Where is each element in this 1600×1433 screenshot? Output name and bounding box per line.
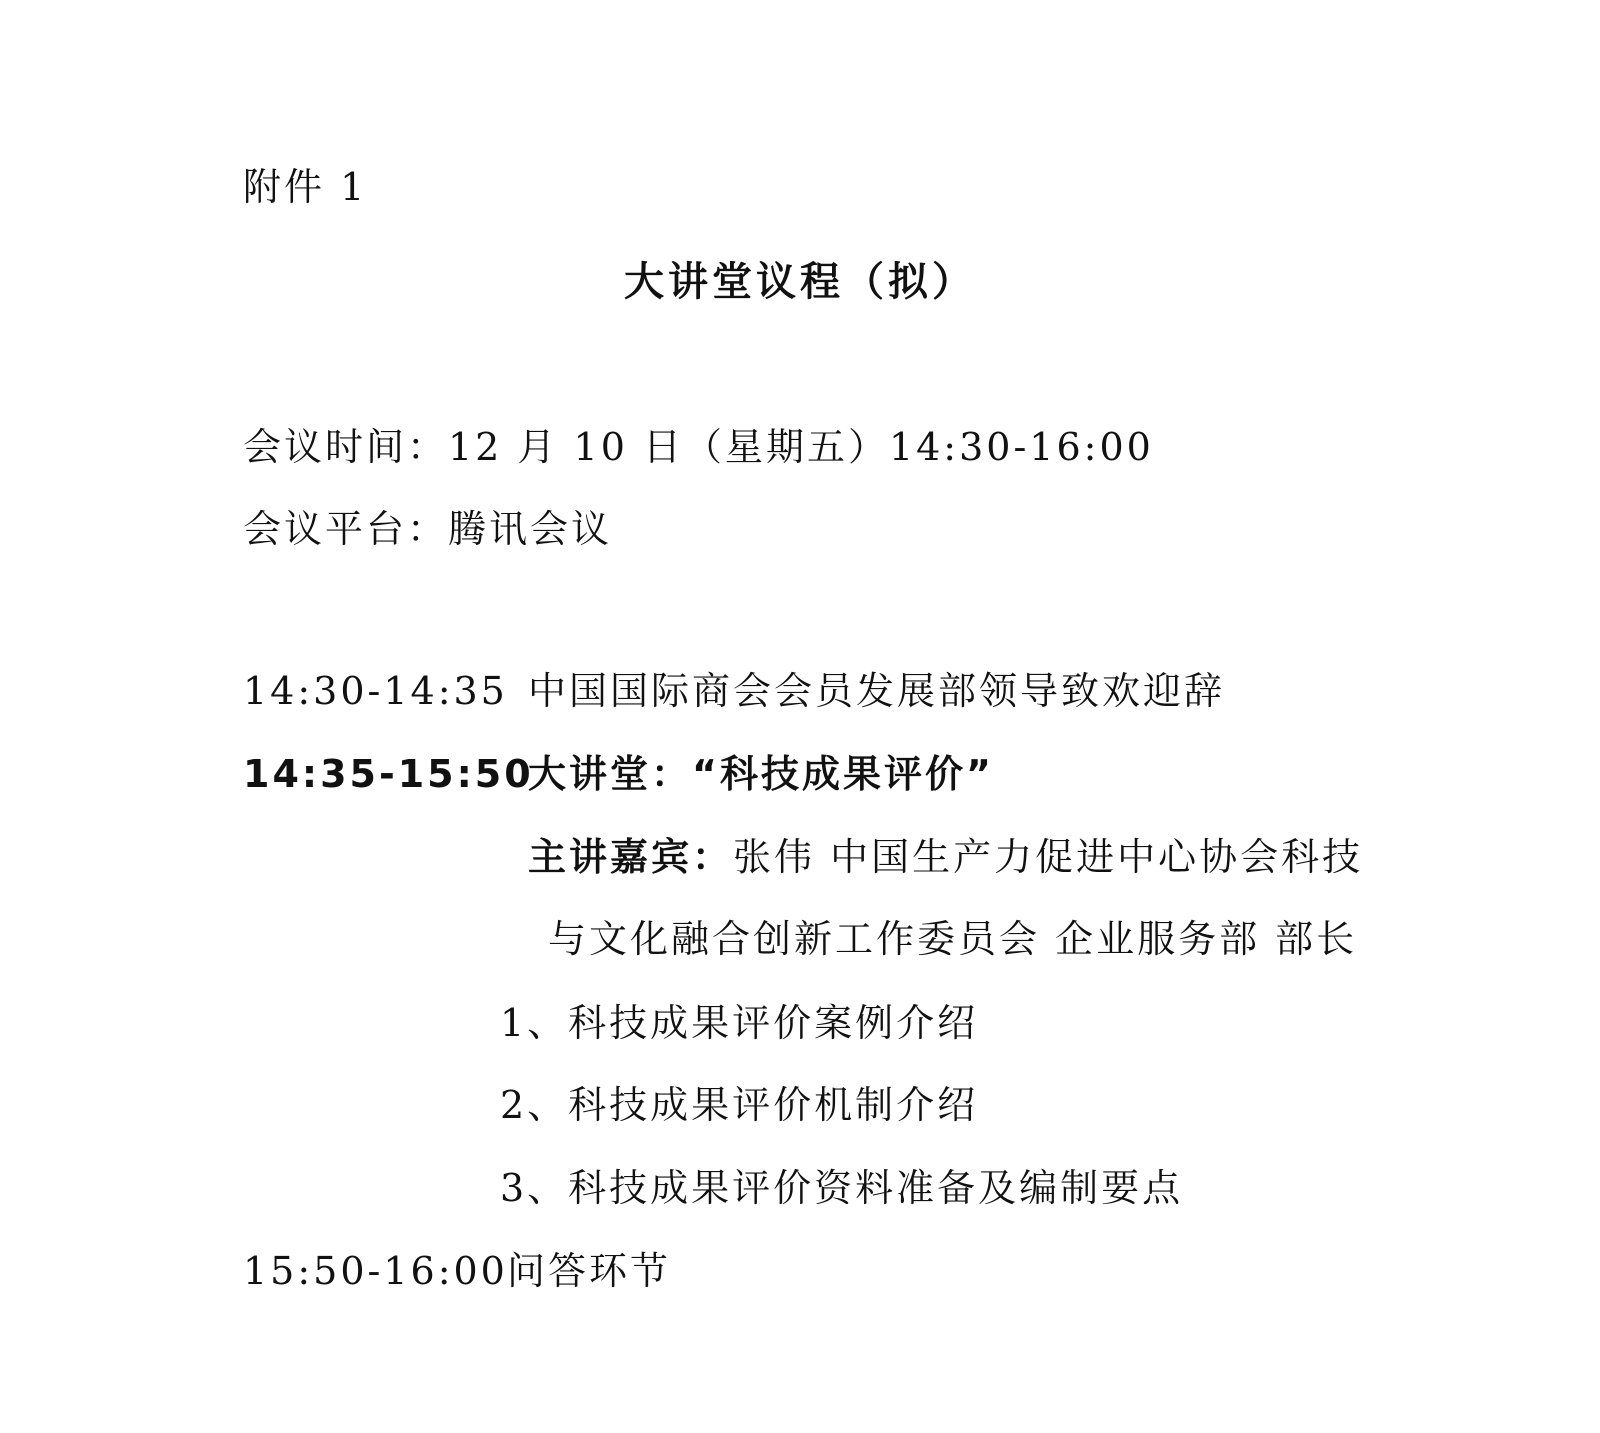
speaker-label: 主讲嘉宾： [528, 835, 734, 879]
page-title: 大讲堂议程（拟） [624, 259, 976, 305]
meeting-platform: 会议平台：腾讯会议 [243, 507, 613, 551]
attachment-label: 附件 1 [243, 165, 368, 209]
speaker-line [528, 835, 1364, 879]
speaker-info-continued: 与文化融合创新工作委员会 企业服务部 部长 [548, 917, 1358, 961]
agenda-item-qa: 问答环节 [507, 1249, 672, 1293]
speaker-info: 张伟 中国生产力促进中心协会科技 [733, 835, 1364, 879]
agenda-time-qa: 15:50-16:00 [243, 1249, 508, 1293]
agenda-item-welcome: 中国国际商会会员发展部领导致欢迎辞 [528, 669, 1226, 713]
lecture-topic-3: 3、科技成果评价资料准备及编制要点 [500, 1166, 1184, 1210]
agenda-item-lecture: 大讲堂：“科技成果评价” [528, 752, 994, 796]
meeting-time: 会议时间：12 月 10 日（星期五）14:30-16:00 [243, 425, 1154, 469]
agenda-time-lecture: 14:35-15:50 [243, 752, 534, 796]
agenda-time-welcome: 14:30-14:35 [243, 669, 508, 713]
lecture-topic-2: 2、科技成果评价机制介绍 [500, 1083, 979, 1127]
lecture-topic-1: 1、科技成果评价案例介绍 [500, 1001, 979, 1045]
